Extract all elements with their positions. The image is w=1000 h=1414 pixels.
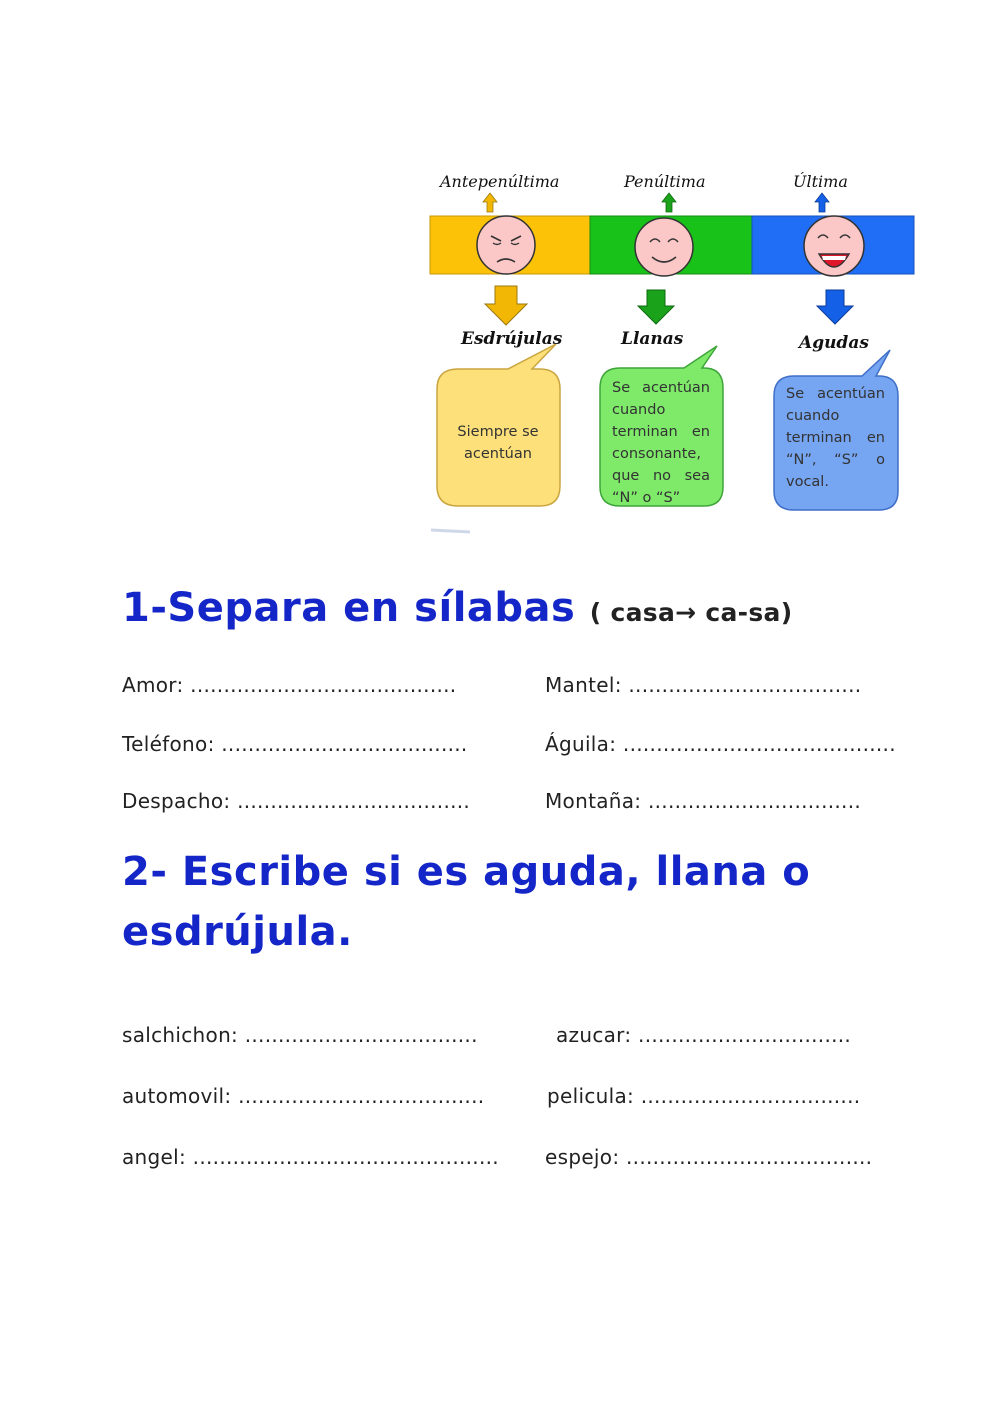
word-row[interactable]: pelicula: ................................. xyxy=(547,1084,861,1108)
section1-example: ( casa→ ca-sa) xyxy=(589,598,793,627)
down-arrow-icon xyxy=(485,286,527,325)
label-antepenultima: Antepenúltima xyxy=(440,172,560,191)
down-arrow-icon xyxy=(817,290,853,324)
laughing-face-icon xyxy=(804,216,864,276)
category-esdrujulas: Esdrújulas xyxy=(461,329,563,349)
label-penultima: Penúltima xyxy=(624,172,706,191)
word-row[interactable]: Teléfono: ..................................... xyxy=(122,732,468,756)
word-row[interactable]: Despacho: ................................... xyxy=(122,789,471,813)
word-row[interactable]: Montaña: ................................ xyxy=(545,789,862,813)
word-row[interactable]: azucar: ................................ xyxy=(556,1023,852,1047)
bubble-text-agudas: Se acentúan cuando terminan en “N”, “S” o vocal. xyxy=(786,386,885,490)
section2-title xyxy=(122,842,810,962)
word-row[interactable]: Amor: ........................................ xyxy=(122,673,457,697)
word-row[interactable]: automovil: ..................................... xyxy=(122,1084,485,1108)
bubble-text-llanas: Se acentúan cuando terminan en consonante, que no sea “N” o “S” xyxy=(612,380,710,506)
section2-title-line1: 2- Escribe si es aguda, llana o xyxy=(122,849,811,895)
category-llanas: Llanas xyxy=(621,329,684,349)
down-arrow-icon xyxy=(638,290,674,324)
up-arrow-icon xyxy=(815,193,829,212)
section2-title-line2: esdrújula. xyxy=(122,909,353,955)
up-arrow-icon xyxy=(483,193,497,212)
bubble-text-esdrujulas: Siempre se acentúan xyxy=(457,424,539,462)
word-row[interactable]: Mantel: ................................... xyxy=(545,673,862,697)
angry-face-icon xyxy=(477,216,535,274)
category-agudas: Agudas xyxy=(799,333,869,353)
section1-title-text: 1-Separa en sílabas xyxy=(122,585,576,631)
up-arrow-icon xyxy=(662,193,676,212)
section1-title xyxy=(122,578,792,643)
smiling-face-icon xyxy=(635,218,693,276)
word-row[interactable]: angel: .............................................. xyxy=(122,1145,499,1169)
label-ultima: Última xyxy=(793,172,848,191)
word-row[interactable]: salchichon: ................................... xyxy=(122,1023,478,1047)
word-row[interactable]: Águila: ......................................... xyxy=(545,732,896,756)
word-row[interactable]: espejo: ..................................... xyxy=(545,1145,873,1169)
